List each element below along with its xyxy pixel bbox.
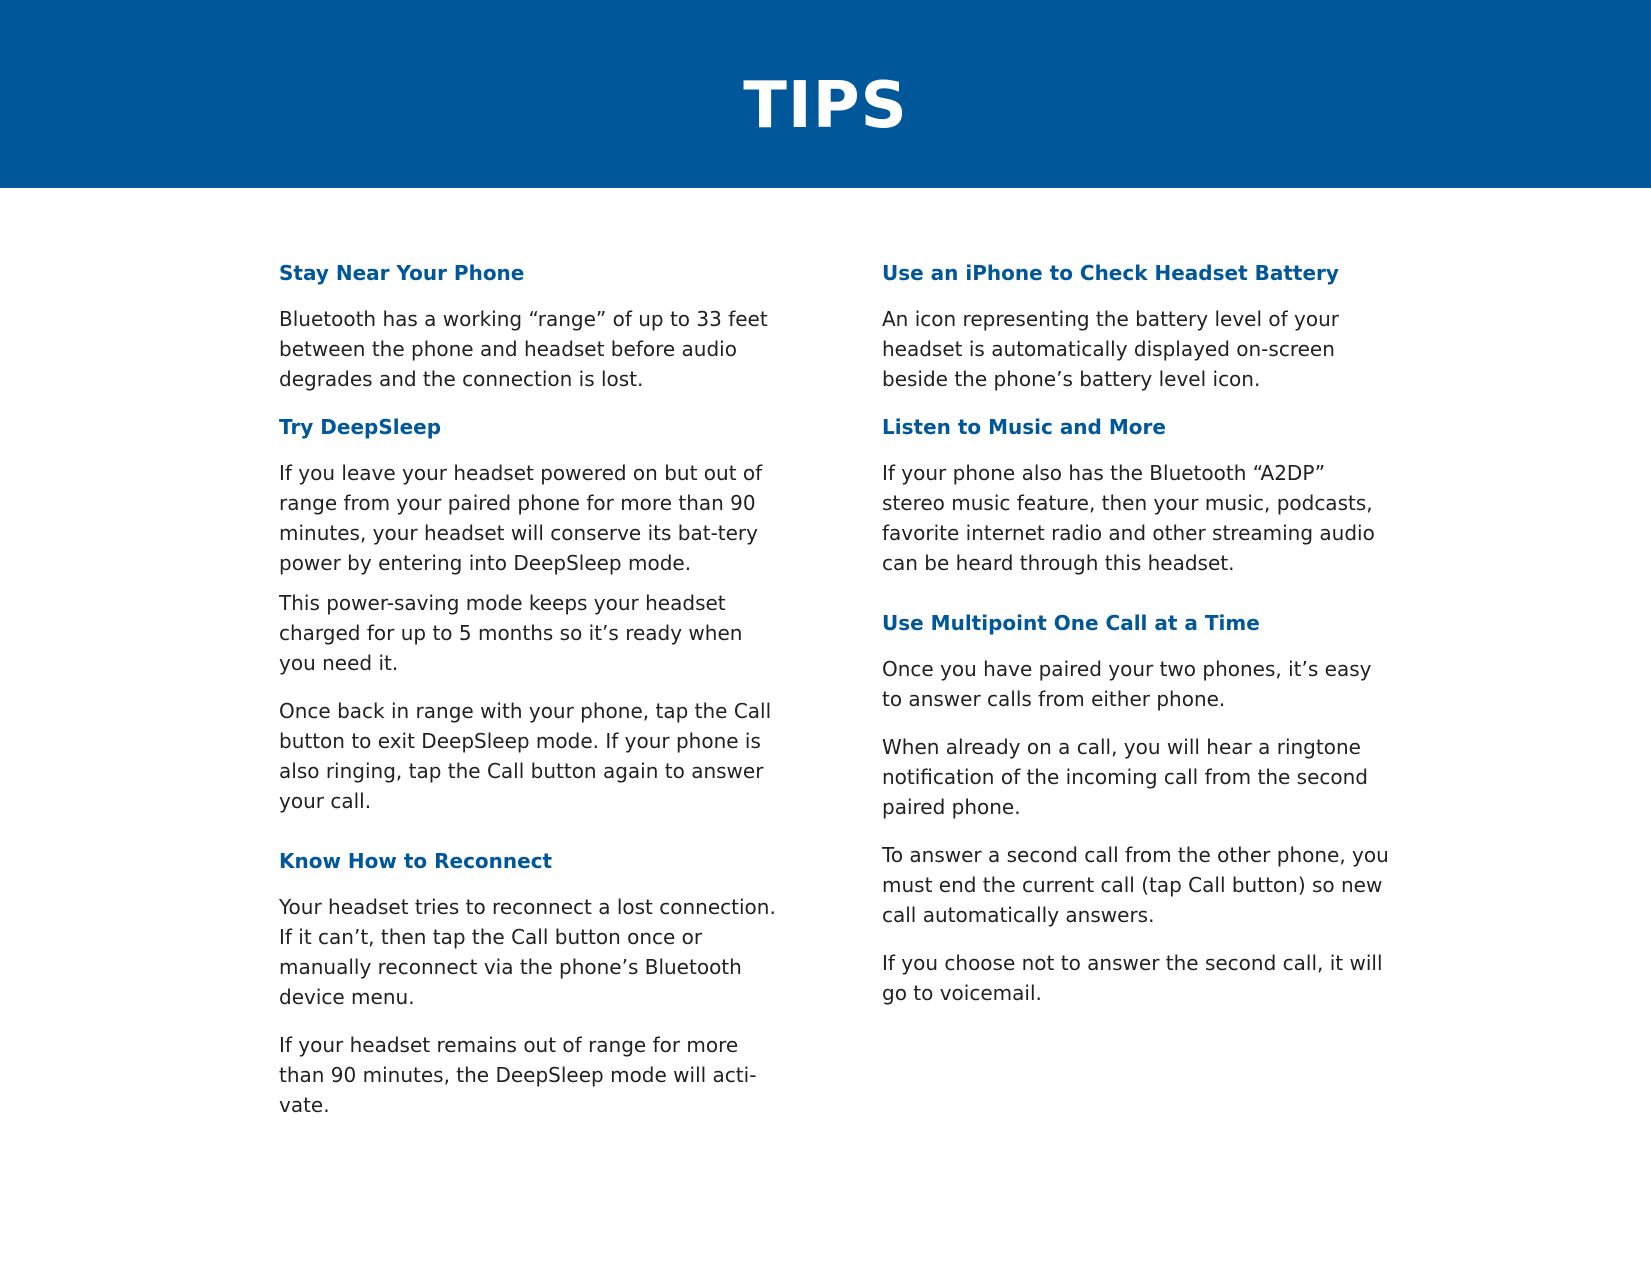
section-try-deepsleep <box>279 412 779 816</box>
section-heading: Use an iPhone to Check Headset Battery <box>882 261 1339 285</box>
paragraph: Once back in range with your phone, tap the Call button to exit DeepSleep mode. If your phone is also ringing, tap the Call button again to answer your call. <box>279 699 772 813</box>
paragraph: If you leave your headset powered on but out of range from your paired phone for more than 90 minutes, your headset will conserve its bat-tery power by entering into DeepSleep mode. <box>279 461 763 575</box>
section-heading: Know How to Reconnect <box>279 849 553 873</box>
paragraph: To answer a second call from the other phone, you must end the current call (tap Call button) so new call automatically answers. <box>882 843 1389 927</box>
paragraph: If your headset remains out of range for more than 90 minutes, the DeepSleep mode will acti-vate. <box>279 1033 757 1117</box>
page-title: TIPS <box>743 69 908 143</box>
section-stay-near-phone <box>279 258 779 394</box>
section-listen-to-music <box>882 412 1392 578</box>
paragraph: If you choose not to answer the second call, it will go to voicemail. <box>882 951 1383 1005</box>
left-column <box>279 258 779 1134</box>
paragraph: When already on a call, you will hear a ringtone notification of the incoming call from the second paired phone. <box>882 735 1369 819</box>
paragraph: If your phone also has the Bluetooth “A2DP” stereo music feature, then your music, podcasts, favorite internet radio and other streaming audio can be heard through this headset. <box>882 461 1375 575</box>
paragraph: Your headset tries to reconnect a lost connection. If it can’t, then tap the Call button once or manually reconnect via the phone’s Bluetooth device menu. <box>279 895 776 1009</box>
paragraph: This power-saving mode keeps your headset charged for up to 5 months so it’s ready when you need it. <box>279 591 743 675</box>
section-heading: Try DeepSleep <box>279 415 442 439</box>
section-heading: Stay Near Your Phone <box>279 261 525 285</box>
section-iphone-battery <box>882 258 1392 394</box>
right-column <box>882 258 1392 1022</box>
section-multipoint <box>882 608 1392 1008</box>
section-heading: Listen to Music and More <box>882 415 1166 439</box>
section-heading: Use Multipoint One Call at a Time <box>882 611 1260 635</box>
paragraph: An icon representing the battery level of your headset is automatically displayed on-screen beside the phone’s battery level icon. <box>882 307 1339 391</box>
section-know-how-to-reconnect <box>279 846 779 1120</box>
paragraph: Bluetooth has a working “range” of up to 33 feet between the phone and headset before audio degrades and the connection is lost. <box>279 307 768 391</box>
paragraph: Once you have paired your two phones, it’s easy to answer calls from either phone. <box>882 657 1372 711</box>
